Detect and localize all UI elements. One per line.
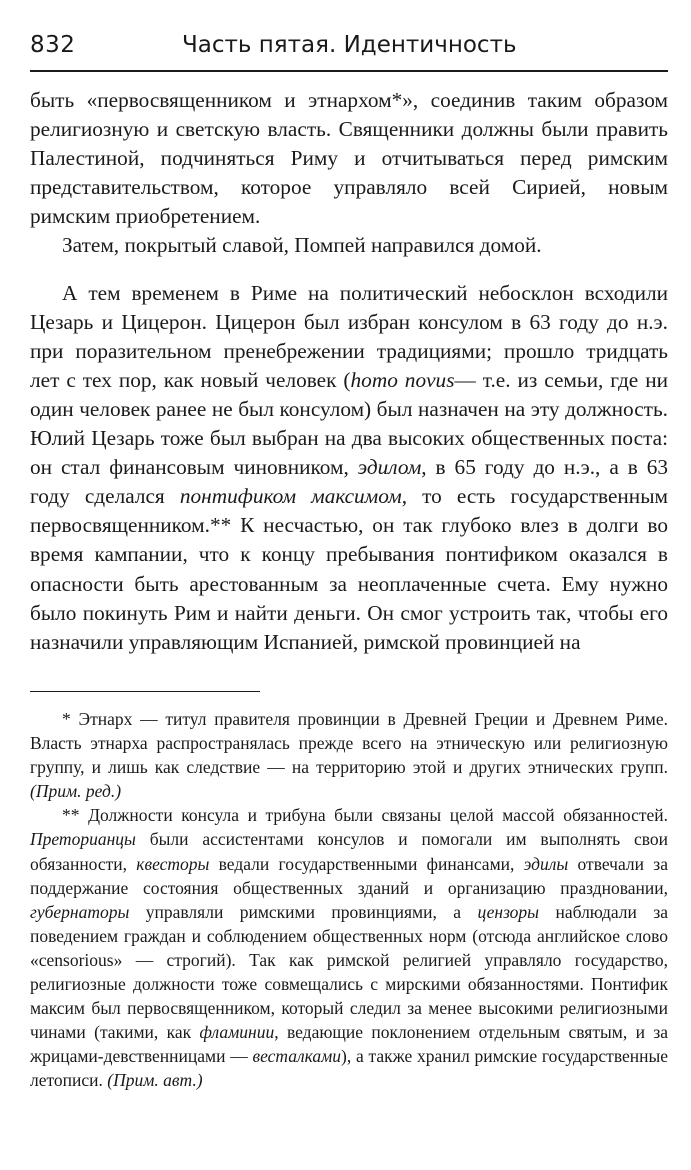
italic-term: homo novus	[350, 367, 455, 392]
text-run: наблюдали за поведением граждан и соблюдением общественных норм (отсюда английское слово «censorious» — строгий). Так как римской религией управляло государство, религиозные должности тоже совмещались с мирскими обязанностями. Понтифик максим был первосвященником, который следил за менее высокими религиозными чинами (такими, как	[30, 901, 668, 1043]
text-run: управляли римскими провинциями, а	[129, 901, 478, 922]
italic-term: Преторианцы	[30, 829, 136, 850]
footnote-1	[30, 707, 668, 803]
footnote-2	[30, 803, 668, 1092]
running-head: Часть пятая. Идентичность	[182, 32, 517, 58]
page-header	[30, 28, 668, 70]
italic-term: цензоры	[477, 901, 540, 922]
main-text	[30, 86, 668, 657]
text-run: ), а также хранил римские государственные летописи.	[30, 1046, 668, 1091]
text-run: , ведающие поклонением отдельным святым, и за жрицами-девственницами —	[30, 1022, 668, 1067]
author-note: (Прим. авт.)	[107, 1070, 203, 1091]
italic-term: эдилы	[523, 853, 569, 874]
footnote-rule	[30, 691, 260, 692]
text-run: были ассистентами консулов и помогали им выполнять свои обязанности,	[30, 829, 668, 874]
italic-term: фламинии	[199, 1022, 275, 1043]
italic-term: эдилом	[357, 455, 422, 480]
text-run: отвечали за поддержание состояния общественных зданий и организацию праздновании,	[30, 853, 668, 898]
paragraph: быть «первосвященником и этнархом*», соединив таким образом религиозную и светскую власть. Священники должны были править Палестиной, подчиняться Риму и отчитываться перед римским представительством, которое управляло всей Сирией, новым римским приобретением.	[30, 88, 668, 229]
text-run: А тем временем в Риме на политический небосклон всходили Цезарь и Цицерон. Цицерон был избран консулом в 63 году до н.э. при поразительном пренебрежении традициями; прошло тридцать лет с тех пор, как новый человек (	[30, 280, 668, 392]
text-run: , то есть государственным первосвященником.** К несчастью, он так глубоко влез в долги во время кампании, что к концу пребывания понтификом оказался в опасности быть арестованным за неоплаченные счета. Ему нужно было покинуть Рим и найти деньги. Он смог устроить так, чтобы его назначили управляющим Испанией, римской провинцией на	[30, 484, 668, 654]
italic-term: губернаторы	[30, 901, 130, 922]
text-run: * Этнарх — титул правителя провинции в Древней Греции и Древнем Риме. Власть этнарха распространялась прежде всего на этническую или религиозную группу, и лишь как следствие — на территорию этой и других этнических групп.	[30, 709, 668, 778]
footnotes	[30, 707, 668, 1093]
text-run: ** Должности консула и трибуна были связаны целой массой обязанностей.	[62, 805, 668, 826]
page-number: 832	[30, 32, 76, 58]
italic-term: весталками	[252, 1046, 342, 1067]
italic-term: понтификом максимом	[179, 484, 402, 509]
text-run: — т.е. из семьи, где ни один человек ранее не был консулом) был назначен на эту должность. Юлий Цезарь тоже был выбран на два высоких общественных поста: он стал финансовым чиновником,	[30, 367, 668, 480]
header-rule	[30, 70, 668, 72]
paragraph: Затем, покрытый славой, Помпей направился домой.	[62, 233, 542, 258]
paragraph	[30, 279, 668, 657]
text-run: ведали государственными финансами,	[209, 853, 524, 874]
editor-note: (Прим. ред.)	[30, 781, 122, 802]
text-run: , в 65 году до н.э., а в 63 году сделался	[30, 455, 668, 509]
italic-term: квесторы	[136, 853, 210, 874]
